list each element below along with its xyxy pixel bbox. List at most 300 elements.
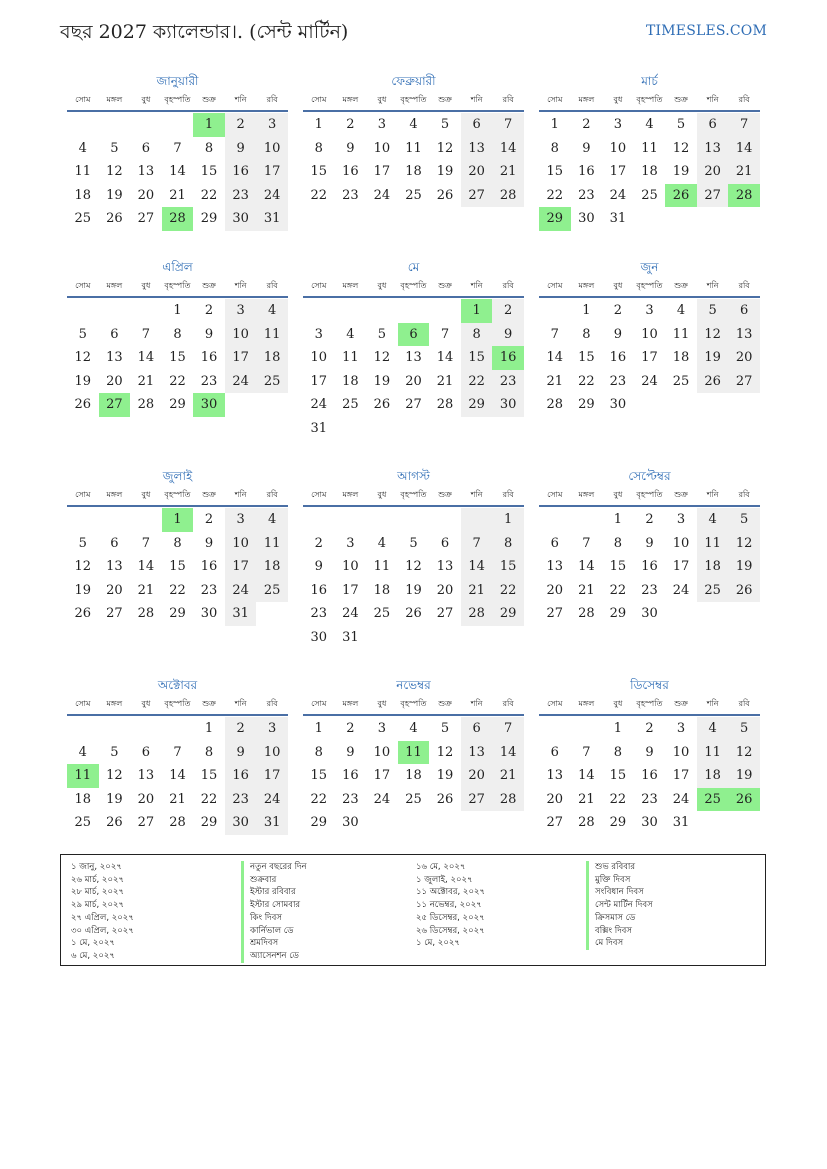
day-cell: 26 [728, 579, 760, 603]
weekday-label: বৃহস্পতি [400, 281, 427, 290]
day-cell: 27 [546, 815, 564, 831]
day-cell: 4 [676, 303, 686, 318]
empty-day-cell [697, 602, 729, 626]
day-cell: 3 [256, 113, 288, 137]
day-cell: 5 [377, 326, 387, 342]
weekday-label: বুধ [141, 699, 151, 708]
month-calendar [539, 258, 760, 417]
day-cell: 6 [697, 113, 729, 137]
legend-date: ১১ অক্টোবর, ২০২৭ [416, 887, 486, 898]
weekday-header [67, 485, 288, 507]
empty-day-cell [429, 508, 461, 532]
weekday-label: শুক্র [202, 699, 216, 708]
day-cell: 7 [173, 140, 182, 156]
day-cell: 3 [377, 721, 387, 736]
weekday-label: বুধ [377, 95, 387, 104]
day-cell: 8 [461, 323, 493, 347]
day-cell: 4 [409, 721, 418, 736]
day-cell: 17 [225, 555, 257, 579]
day-cell: 23 [492, 370, 524, 394]
weekday-header [539, 90, 760, 112]
day-cell: 4 [346, 326, 355, 342]
day-cell: 23 [225, 788, 257, 812]
month-calendar [67, 72, 288, 231]
day-grid [67, 508, 288, 626]
weekday-label: বৃহস্পতি [636, 281, 663, 290]
day-cell: 4 [409, 117, 418, 132]
day-cell: 20 [405, 373, 422, 389]
day-cell: 6 [461, 113, 493, 137]
day-cell: 10 [342, 559, 359, 575]
day-cell: 10 [672, 535, 690, 551]
weekday-label: বুধ [377, 281, 387, 290]
weekday-label: মঙ্গল [578, 281, 595, 290]
empty-day-cell [571, 717, 603, 741]
day-cell: 22 [578, 373, 595, 389]
day-cell: 11 [74, 164, 92, 180]
empty-day-cell [697, 393, 729, 417]
month-name: অক্টোবর [157, 678, 198, 692]
day-cell: 2 [314, 535, 323, 551]
day-cell: 3 [613, 117, 623, 132]
weekday-header [303, 90, 524, 112]
legend-holiday-name: বক্সিং দিবস [586, 925, 653, 938]
empty-day-cell [398, 626, 430, 650]
weekday-label: রবি [738, 699, 750, 708]
day-cell: 8 [204, 744, 214, 760]
day-cell: 18 [74, 791, 92, 807]
weekday-label: শনি [706, 699, 719, 708]
month-calendar [67, 676, 288, 835]
day-cell: 9 [346, 744, 355, 760]
day-cell: 25 [256, 370, 288, 394]
day-cell: 1 [314, 117, 323, 132]
day-cell: 15 [492, 555, 524, 579]
empty-day-cell [634, 207, 666, 231]
day-cell: 8 [314, 744, 323, 760]
weekday-label: বৃহস্পতি [636, 699, 663, 708]
legend-holiday-name: শ্রমদিবস [241, 937, 307, 950]
day-cell: 5 [78, 535, 87, 551]
day-cell: 23 [342, 791, 359, 807]
day-cell: 18 [256, 346, 288, 370]
weekday-label: শনি [706, 281, 719, 290]
legend-holiday-name: অ্যাসেনশন ডে [241, 950, 307, 963]
weekday-label: শনি [234, 490, 247, 499]
day-cell: 23 [200, 373, 218, 389]
weekday-label: রবি [502, 95, 514, 104]
day-cell: 28 [578, 606, 595, 622]
empty-day-cell [728, 207, 760, 231]
day-cell: 19 [106, 791, 123, 807]
weekday-label: শুক্র [674, 490, 688, 499]
day-cell: 6 [141, 140, 151, 156]
day-cell: 15 [609, 559, 627, 575]
day-cell: 11 [672, 326, 690, 342]
legend-holiday-name: ক্রিসমাস ডে [586, 912, 653, 925]
day-cell: 17 [672, 768, 690, 784]
weekday-label: শনি [470, 490, 483, 499]
day-cell: 11 [697, 741, 729, 765]
day-cell: 23 [342, 187, 359, 203]
day-cell: 25 [74, 815, 92, 831]
weekday-label: বুধ [141, 490, 151, 499]
empty-day-cell [697, 207, 729, 231]
weekday-label: বৃহস্পতি [400, 490, 427, 499]
day-cell: 30 [225, 811, 257, 835]
month-name: জুন [640, 260, 659, 274]
day-cell: 19 [728, 764, 760, 788]
day-cell: 18 [74, 187, 92, 203]
day-cell: 8 [204, 140, 214, 156]
day-cell: 22 [461, 370, 493, 394]
weekday-label: সোম [547, 95, 563, 104]
day-cell: 11 [256, 323, 288, 347]
day-cell: 19 [672, 164, 690, 180]
day-cell: 31 [609, 211, 627, 227]
empty-day-cell [99, 113, 131, 137]
day-cell: 17 [373, 164, 391, 180]
day-cell: 1 [173, 303, 182, 318]
weekday-label: মঙ্গল [578, 490, 595, 499]
day-cell: 14 [137, 559, 155, 575]
day-cell: 29 [169, 606, 186, 622]
day-cell: 23 [641, 791, 658, 807]
day-cell: 14 [169, 164, 186, 180]
day-cell: 17 [609, 164, 627, 180]
day-cell: 30 [200, 606, 218, 622]
day-cell: 27 [461, 184, 493, 208]
day-cell: 25 [697, 579, 729, 603]
weekday-header [303, 276, 524, 298]
day-cell: 2 [204, 303, 214, 318]
day-cell: 20 [728, 346, 760, 370]
site-link[interactable]: TIMESLES.COM [646, 23, 767, 39]
legend-col2-names [586, 861, 653, 950]
day-cell: 6 [141, 744, 151, 760]
day-cell: 9 [613, 326, 623, 342]
day-cell: 25 [672, 373, 690, 389]
day-cell: 16 [200, 559, 218, 575]
day-cell: 2 [346, 117, 355, 132]
weekday-label: বৃহস্পতি [164, 95, 191, 104]
empty-day-cell [366, 626, 398, 650]
day-cell: 26 [74, 606, 92, 622]
weekday-label: রবি [502, 281, 514, 290]
legend-date: ৩০ এপ্রিল, ২০২৭ [71, 925, 134, 936]
day-cell: 11 [405, 140, 422, 156]
day-cell: 18 [405, 768, 422, 784]
day-cell: 26 [74, 397, 92, 413]
weekday-label: বৃহস্পতি [164, 281, 191, 290]
day-cell: 29 [310, 815, 328, 831]
empty-day-cell [398, 811, 430, 835]
month-calendar [539, 72, 760, 231]
day-cell: 16 [310, 582, 328, 598]
day-cell: 12 [436, 744, 454, 760]
day-cell: 18 [405, 164, 422, 180]
day-cell: 3 [225, 508, 257, 532]
day-cell: 27 [697, 184, 729, 208]
month-calendar [303, 676, 524, 835]
day-cell: 25 [405, 187, 422, 203]
day-cell: 28 [169, 815, 186, 831]
weekday-header [303, 694, 524, 716]
day-cell: 13 [728, 323, 760, 347]
legend-holiday-name: ইস্টার রবিবার [241, 886, 307, 899]
day-cell: 10 [672, 744, 690, 760]
day-cell: 30 [641, 815, 658, 831]
weekday-label: রবি [502, 699, 514, 708]
day-cell: 21 [137, 373, 155, 389]
day-cell: 21 [546, 373, 564, 389]
day-cell: 6 [398, 323, 430, 347]
day-cell: 28 [137, 606, 155, 622]
day-cell: 9 [225, 741, 257, 765]
day-cell: 9 [645, 535, 654, 551]
day-cell: 11 [342, 350, 359, 366]
weekday-label: বুধ [141, 281, 151, 290]
day-cell: 8 [550, 140, 559, 156]
day-cell: 7 [728, 113, 760, 137]
weekday-label: বৃহস্পতি [164, 699, 191, 708]
legend-holiday-name: সংবিধান দিবস [586, 886, 653, 899]
weekday-header [67, 90, 288, 112]
month-name: মার্চ [641, 74, 658, 88]
empty-day-cell [335, 299, 367, 323]
month-name: ফেব্রুয়ারী [391, 74, 436, 88]
day-cell: 27 [546, 606, 564, 622]
empty-day-cell [67, 717, 99, 741]
day-cell: 22 [200, 187, 218, 203]
day-cell: 10 [225, 532, 257, 556]
weekday-label: সোম [311, 699, 327, 708]
month-name: জুলাই [162, 469, 193, 483]
day-cell: 5 [697, 299, 729, 323]
day-cell: 10 [256, 137, 288, 161]
weekday-label: মঙ্গল [578, 699, 595, 708]
month-calendar [303, 258, 524, 441]
day-cell: 28 [578, 815, 595, 831]
weekday-label: শুক্র [202, 95, 216, 104]
empty-day-cell [398, 417, 430, 441]
day-grid [67, 113, 288, 231]
day-cell: 9 [346, 140, 355, 156]
day-cell: 28 [436, 397, 454, 413]
day-cell: 13 [405, 350, 422, 366]
day-cell: 22 [609, 791, 627, 807]
day-cell: 12 [405, 559, 422, 575]
day-cell: 19 [436, 164, 454, 180]
day-cell: 12 [436, 140, 454, 156]
day-cell: 12 [74, 350, 92, 366]
day-cell: 24 [672, 582, 690, 598]
weekday-label: মঙ্গল [342, 281, 359, 290]
page-title: বছর 2027 ক্যালেন্ডার।. (সেন্ট মার্টিন) [60, 21, 349, 43]
day-cell: 12 [106, 768, 123, 784]
day-cell: 5 [440, 721, 450, 736]
empty-day-cell [67, 508, 99, 532]
empty-day-cell [130, 508, 162, 532]
day-cell: 24 [225, 370, 257, 394]
day-cell: 22 [310, 791, 328, 807]
day-cell: 2 [582, 117, 591, 132]
day-cell: 2 [645, 512, 654, 527]
empty-day-cell [461, 811, 493, 835]
day-cell: 28 [137, 397, 155, 413]
day-cell: 11 [697, 532, 729, 556]
day-cell: 18 [373, 582, 391, 598]
day-cell: 2 [492, 299, 524, 323]
day-cell: 6 [461, 717, 493, 741]
day-cell: 1 [492, 508, 524, 532]
day-cell: 12 [728, 741, 760, 765]
day-cell: 31 [342, 629, 359, 645]
day-cell: 15 [578, 350, 595, 366]
day-cell: 1 [204, 721, 214, 736]
day-cell: 8 [613, 744, 623, 760]
day-cell: 15 [200, 164, 218, 180]
empty-day-cell [492, 626, 524, 650]
day-cell: 9 [225, 137, 257, 161]
day-cell: 7 [141, 326, 151, 342]
day-cell: 14 [728, 137, 760, 161]
legend-holiday-name: ইস্টার সোমবার [241, 899, 307, 912]
day-cell: 1 [613, 721, 623, 736]
day-cell: 9 [204, 326, 214, 342]
day-cell: 23 [641, 582, 658, 598]
weekday-label: রবি [738, 281, 750, 290]
day-cell: 25 [342, 397, 359, 413]
day-cell: 27 [137, 211, 155, 227]
day-cell: 20 [137, 187, 155, 203]
day-cell: 11 [373, 559, 391, 575]
day-cell: 1 [550, 117, 559, 132]
day-cell: 23 [578, 187, 595, 203]
legend-holiday-name: কার্নিভাল ডে [241, 925, 307, 938]
weekday-label: মঙ্গল [106, 281, 123, 290]
empty-day-cell [461, 508, 493, 532]
day-cell: 9 [645, 744, 654, 760]
weekday-label: শনি [470, 281, 483, 290]
day-cell: 30 [578, 211, 595, 227]
day-cell: 25 [256, 579, 288, 603]
weekday-label: সোম [311, 281, 327, 290]
weekday-label: শনি [706, 490, 719, 499]
day-cell: 22 [492, 579, 524, 603]
weekday-label: রবি [266, 281, 278, 290]
day-cell: 30 [193, 393, 225, 417]
day-cell: 15 [200, 768, 218, 784]
month-name: নভেম্বর [396, 678, 431, 692]
empty-day-cell [571, 508, 603, 532]
day-cell: 6 [550, 535, 559, 551]
empty-day-cell [256, 602, 288, 626]
day-cell: 19 [697, 346, 729, 370]
day-cell: 16 [641, 559, 658, 575]
weekday-header [539, 694, 760, 716]
month-name: ডিসেম্বর [630, 678, 669, 692]
day-cell: 3 [225, 299, 257, 323]
day-cell: 24 [256, 184, 288, 208]
day-cell: 25 [641, 187, 658, 203]
day-cell: 5 [440, 117, 450, 132]
weekday-label: বৃহস্পতি [636, 490, 663, 499]
day-cell: 26 [697, 370, 729, 394]
weekday-label: মঙ্গল [106, 490, 123, 499]
day-cell: 15 [310, 768, 328, 784]
day-cell: 21 [728, 160, 760, 184]
day-cell: 3 [314, 326, 323, 342]
day-cell: 4 [697, 508, 729, 532]
day-cell: 3 [645, 303, 654, 318]
day-cell: 17 [373, 768, 391, 784]
empty-day-cell [67, 299, 99, 323]
day-cell: 26 [436, 187, 454, 203]
empty-day-cell [366, 299, 398, 323]
day-cell: 19 [373, 373, 391, 389]
day-cell: 16 [578, 164, 595, 180]
day-grid [539, 113, 760, 231]
day-cell: 6 [550, 744, 559, 760]
weekday-label: শনি [234, 281, 247, 290]
empty-day-cell [665, 393, 697, 417]
day-cell: 6 [110, 535, 119, 551]
legend-date: ২৭ এপ্রিল, ২০২৭ [71, 912, 134, 923]
day-cell: 26 [106, 211, 123, 227]
day-cell: 20 [106, 582, 123, 598]
day-cell: 10 [225, 323, 257, 347]
day-cell: 18 [342, 373, 359, 389]
day-cell: 15 [546, 164, 564, 180]
day-cell: 21 [578, 791, 595, 807]
weekday-label: রবি [266, 95, 278, 104]
day-cell: 1 [582, 303, 591, 318]
day-cell: 22 [200, 791, 218, 807]
weekday-label: সোম [547, 699, 563, 708]
empty-day-cell [539, 508, 571, 532]
legend-holiday-name: কিং দিবস [241, 912, 307, 925]
weekday-label: সোম [311, 95, 327, 104]
day-grid [539, 508, 760, 626]
day-grid [303, 508, 524, 650]
legend-date: ১৬ মে, ২০২৭ [416, 862, 466, 872]
day-cell: 2 [645, 721, 654, 736]
day-cell: 30 [609, 397, 627, 413]
day-cell: 28 [546, 397, 564, 413]
day-cell: 26 [106, 815, 123, 831]
empty-day-cell [225, 393, 257, 417]
day-cell: 7 [550, 326, 559, 342]
legend-date: ২৬ মার্চ, ২০২৭ [71, 874, 125, 885]
day-cell: 1 [314, 721, 323, 736]
month-calendar [539, 467, 760, 626]
day-cell: 7 [173, 744, 182, 760]
weekday-label: শুক্র [674, 281, 688, 290]
weekday-label: রবি [738, 95, 750, 104]
day-cell: 17 [342, 582, 359, 598]
day-cell: 18 [256, 555, 288, 579]
day-cell: 14 [492, 137, 524, 161]
day-cell: 15 [169, 559, 186, 575]
empty-day-cell [335, 508, 367, 532]
weekday-label: মঙ্গল [106, 95, 123, 104]
day-cell: 7 [141, 535, 151, 551]
day-cell: 19 [74, 373, 92, 389]
day-cell: 21 [461, 579, 493, 603]
day-cell: 2 [346, 721, 355, 736]
day-cell: 11 [398, 741, 430, 765]
